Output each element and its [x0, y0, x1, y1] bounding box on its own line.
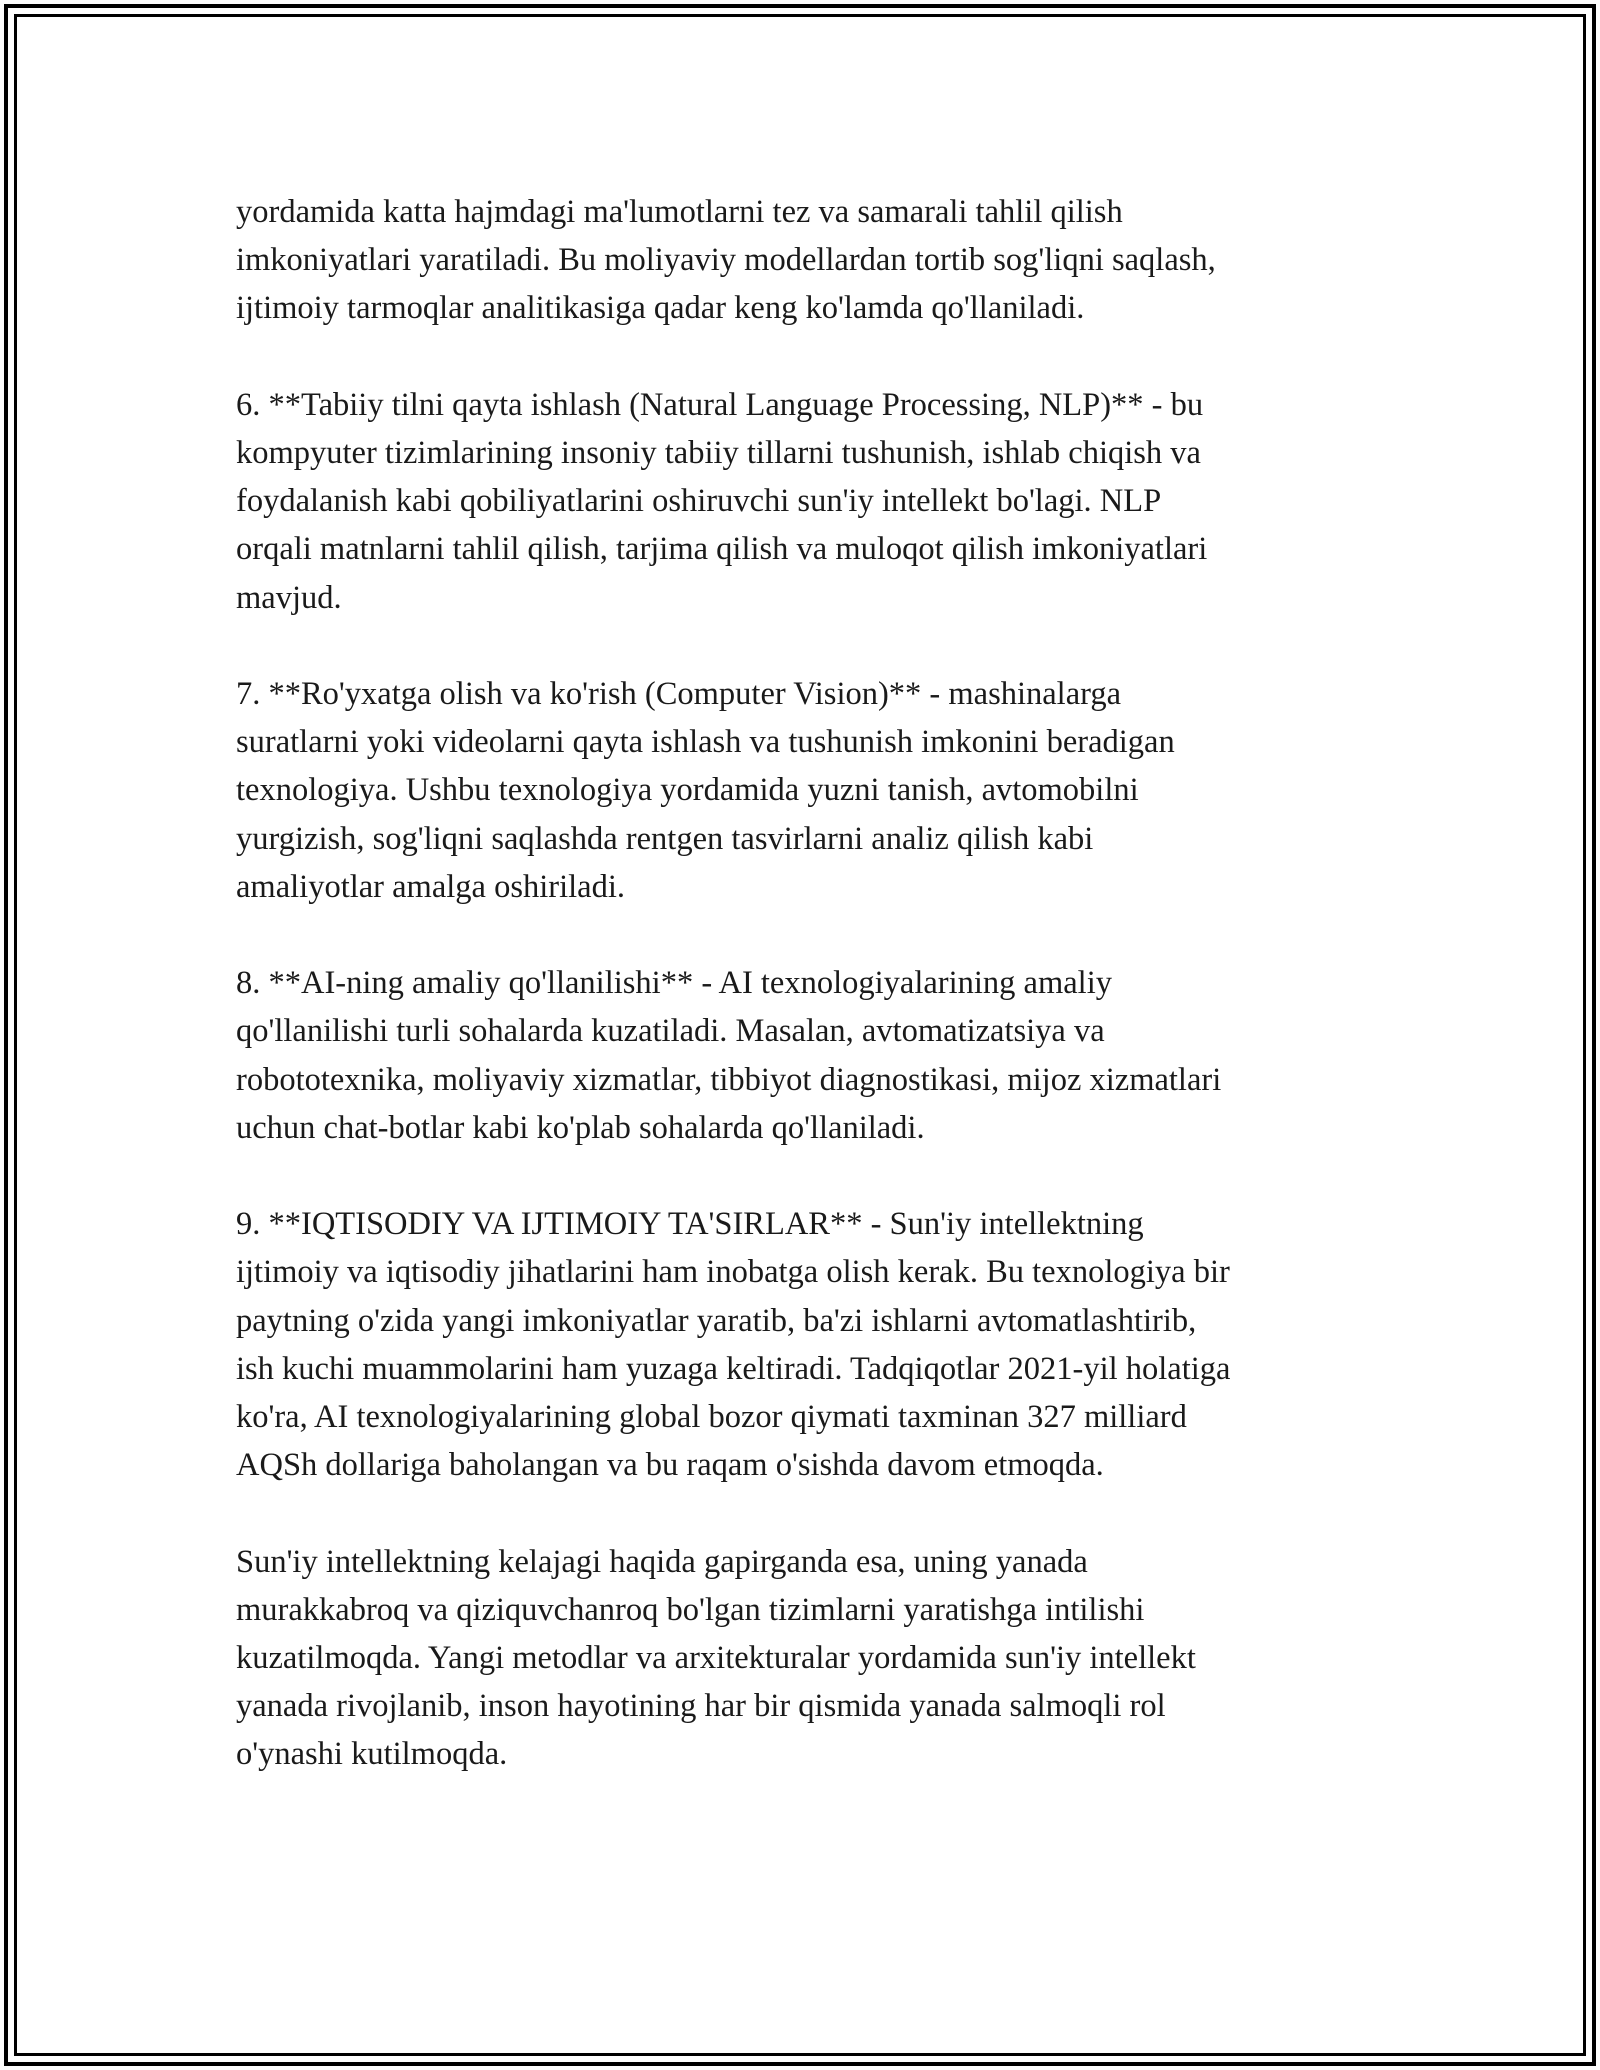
paragraph-conclusion	[236, 1538, 1386, 1779]
document-body	[236, 188, 1386, 1827]
text-line: 6. **Tabiiy tilni qayta ishlash (Natural Language Processing, NLP)** - bu	[236, 386, 1204, 423]
text-line: qo'llanilishi turli sohalarda kuzatiladi. Masalan, avtomatizatsiya va	[236, 1013, 1105, 1050]
paragraph-item-6-nlp	[236, 381, 1386, 622]
text-line: orqali matnlarni tahlil qilish, tarjima qilish va muloqot qilish imkoniyatlari	[236, 531, 1208, 568]
text-line: ijtimoiy tarmoqlar analitikasiga qadar keng ko'lamda qo'llaniladi.	[236, 290, 1085, 327]
text-line: paytning o'zida yangi imkoniyatlar yaratib, ba'zi ishlarni avtomatlashtirib,	[236, 1302, 1197, 1339]
text-line: yanada rivojlanib, inson hayotining har bir qismida yanada salmoqli rol	[236, 1688, 1166, 1725]
text-line: kompyuter tizimlarining insoniy tabiiy tillarni tushunish, ishlab chiqish va	[236, 435, 1201, 471]
paragraph-item-9-economic-impact	[236, 1200, 1386, 1489]
text-line: ijtimoiy va iqtisodiy jihatlarini ham inobatga olish kerak. Bu texnologiya bir	[236, 1254, 1230, 1291]
text-line: suratlarni yoki videolarni qayta ishlash va tushunish imkonini beradigan	[236, 724, 1175, 761]
text-line: yurgizish, sog'liqni saqlashda rentgen tasvirlarni analiz qilish kabi	[236, 820, 1094, 857]
text-line: Sun'iy intellektning kelajagi haqida gapirganda esa, uning yanada	[236, 1543, 1088, 1580]
text-line: 9. **IQTISODIY VA IJTIMOIY TA'SIRLAR** - Sun'iy intellektning	[236, 1206, 1144, 1243]
text-line: robototexnika, moliyaviy xizmatlar, tibbiyot diagnostikasi, mijoz xizmatlari	[236, 1061, 1222, 1098]
paragraph-intro-continuation	[236, 188, 1386, 333]
text-line: 7. **Ro'yxatga olish va ko'rish (Computer Vision)** - mashinalarga	[236, 676, 1122, 712]
text-line: o'ynashi kutilmoqda.	[236, 1736, 508, 1773]
text-line: AQSh dollariga baholangan va bu raqam o'sishda davom etmoqda.	[236, 1447, 1104, 1484]
text-line: ko'ra, AI texnologiyalarining global bozor qiymati taxminan 327 milliard	[236, 1399, 1187, 1436]
paragraph-item-8-applications	[236, 959, 1386, 1152]
text-line: murakkabroq va qiziquvchanroq bo'lgan tizimlarni yaratishga intilishi	[236, 1591, 1145, 1628]
text-line: 8. **AI-ning amaliy qo'llanilishi** - AI texnologiyalarining amaliy	[236, 965, 1112, 1002]
text-line: mavjud.	[236, 579, 342, 616]
text-line: yordamida katta hajmdagi ma'lumotlarni tez va samarali tahlil qilish	[236, 194, 1123, 230]
paragraph-item-7-computer-vision	[236, 670, 1386, 911]
text-line: kuzatilmoqda. Yangi metodlar va arxitekturalar yordamida sun'iy intellekt	[236, 1640, 1196, 1677]
text-line: uchun chat-botlar kabi ko'plab sohalarda qo'llaniladi.	[236, 1109, 925, 1146]
text-line: texnologiya. Ushbu texnologiya yordamida yuzni tanish, avtomobilni	[236, 772, 1139, 809]
text-line: ish kuchi muammolarini ham yuzaga keltiradi. Tadqiqotlar 2021-yil holatiga	[236, 1350, 1231, 1387]
text-line: foydalanish kabi qobiliyatlarini oshiruvchi sun'iy intellekt bo'lagi. NLP	[236, 483, 1162, 520]
text-line: imkoniyatlari yaratiladi. Bu moliyaviy modellardan tortib sog'liqni saqlash,	[236, 242, 1216, 279]
text-line: amaliyotlar amalga oshiriladi.	[236, 868, 625, 905]
